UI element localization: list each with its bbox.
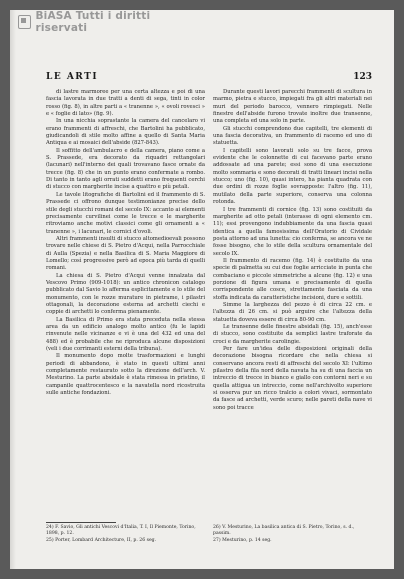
running-head — [46, 72, 372, 84]
journal-title: LE ARTI — [46, 72, 99, 82]
footnote: 24) F. Savio, Gli antichi Vescovi d'Italia, T. I, Il Piemonte, Torino, 1898, p. 12. — [46, 525, 196, 537]
paragraph: Gli stucchi comprendono due capitelli, tre elementi di una fascia decorativa, un frammento di racemo ed uno di statuetta. — [213, 125, 372, 147]
document-page — [10, 10, 394, 569]
paragraph: di lastre marmoree per una certa altezza e poi di una fascia lavorata in due tratti a denti di sega, tinti in color rosso (fig. 8), in altre parti a « tranenne », « ovoli rovesci » e « foglie di lato» (fig. 9). — [46, 89, 205, 118]
page-number: 123 — [353, 72, 372, 82]
paragraph: Il monumento dopo molte trasformazioni e lunghi periodi di abbandono, è stato in questi ultimi anni completamente restaurato sotto la direzione dell'arch. V. Mesturino. La parte absidale è stata rimessa in pristino, il campanile quattrocentesco e la navatella nord ricostruita sulle antiche fondazioni. — [46, 353, 205, 397]
footnote: 27) Mesturino, p. 14 seg. — [213, 537, 272, 543]
footnote-rule — [46, 522, 116, 523]
paragraph: Simme la larghezza del pezzo è di circa 22 cm. e l'altezza di 26 cm. si può arguire che l'altezza della statuetta doveva essere di circa 80-90 cm. — [213, 301, 372, 323]
footnote: 26) V. Mesturino, La basilica antica di S. Pietro, Torino, s. d., passim. — [213, 525, 355, 537]
paragraph: In una nicchia soprastante la camera del cancelaro vi erano frammenti di affreschi, che Bartolini ha pubblicato, giudicandoli di stile molto affine a quello di Santa Maria Antiqua e ai mosaici dell'abside (827-843). — [46, 118, 205, 147]
paragraph: Le tavole litografiche di Bartolini ed il frammento di S. Prassede ci offrono dunque testimonianze precise dello stile degli stucchi romani del secolo IX: accanto ai elementi precisamente curvilinei come le trecce e le margherite ritroviamo anche motivi classici come gli ornamenti a « tranenne », i lacunari, le cornici d'ovoli. — [46, 191, 205, 235]
footnotes-right — [213, 525, 372, 544]
paragraph: I tre frammenti di cornice (fig. 13) sono costituiti da margherite ad otto petali (interasse di ogni elemento cm. 11); essi provengono indubbiamente da una fascia quasi identica a quella famosissima dell'Oratorio di Cividale posta attorno ad una lunetta: cio conferma, se ancora ve ne fosse bisogno, che lo stile della scultura ornamentale del secolo IX. — [213, 206, 372, 257]
paragraph: Per fare un'idea delle disposizioni originali della decorazione bisogna ricordare che nella chiesa si conservano ancora resti di affreschi del secolo XI: l'ultimo pilastro della fila nord della navata ha su di una faccia un intreccio di trecce in bianco e giallo con contorni neri e su quella attigua un intreccio, come nell'archivolto superiore si osserva pur un ricco tralcio a colori vivaci, sormontato da fasce ad archetti, verde scuro; nelle pareti della nave vi sono poi tracce — [213, 346, 372, 411]
footnote: 25) Porter, Lombard Architecture, II, p. 26 seg. — [46, 537, 157, 543]
paragraph: Durante questi lavori parecchi frammenti di scultura in marmo, pietra e stucco, impiegati fra gli altri materiali nei muri del periodo barocco, vennero rimpiegati. Nelle finestre dell'abside furono trovate inoltre due transenne, una completa ed una solo in parte. — [213, 89, 372, 125]
paragraph: Le transenne delle finestre absidali (fig. 15), anch'esse di stucco, sono costituite da semplici lastre traforate da croci e da margherite carolingie. — [213, 324, 372, 345]
page-edge-shadow — [10, 10, 16, 569]
watermark-text: BiASA Tutti i diritti riservati — [35, 10, 151, 34]
text-columns — [46, 89, 372, 519]
footnotes-left — [46, 525, 205, 544]
left-column — [46, 89, 205, 519]
biasa-logo-icon — [18, 15, 31, 29]
paragraph: I capitelli sono lavorati solo su tre facce, prova evidente che le colonnette di cui facevano parte erano addossate ad una parete; essi sono di una esecuzione molto sommaria e sono decorati di tratti lineari incisi nella stucco; uno (fig. 10), quasi intero, ha pianta quadrata con due ordini di rozze foglie sovrapposte: l'altro (fig. 11), mutilato della parte superiore, conserva una colonna rotonda. — [213, 147, 372, 206]
paragraph: La Basilica di Primo era stata preceduta nella stessa area da un edificio analogo molto antico (fu le lapidi rinvenute nelle vicinanze e vi è una del 432 ed una del 488) ed è probabile che ne riproduca alcune disposizioni (veli i due corrimanti esterni della tribuna). — [46, 316, 205, 353]
right-column — [213, 89, 372, 519]
paragraph: Il soffitto dell'ambulacro e della camera, piano come a S. Prassede, era decorato da riquadri rettangolari (lacunari) nell'interno dei quali trovavano fasce ornate da trecce (fig. 8) che in un punto erano confermate a rombo. Di tanto in tanto agli orrati suddetti erano frequenti cerchi di stucco con margherite incise a quattro e più petali. — [46, 147, 205, 191]
footnotes — [46, 525, 372, 544]
paragraph: Il frammento di racemo (fig. 14) è costituito da una specie di palmetta su cui due foglie arricciate in punta che combaciano e piccole simmetriche a alcune (fig. 12) e una porzione di figura umana e precisamente di quella corrispondente alle cosce, strettamente fasciata da una stoffa indicata da caratteristiche incisioni, dure e sottili. — [213, 257, 372, 301]
paragraph: Altri frammenti insulti di stucco altomedioevali possono trovare nelle chiese di S. Pietro d'Acqui, nella Parrocchiale di Aulla (Spezia) e nella Basilica di S. Maria Maggiore di Lomello; così progressive però ad epoca più tarda di quelli romani. — [46, 235, 205, 272]
paragraph: La chiesa di S. Pietro d'Acqui venne innalzata dal Vescovo Primo (909-1018): un antico chronicon catalogo pubblicato dal Savio lo afferma esplicitamente e lo stile del monumento, con le rozze murature in pietrame, i pilastri ottagonali, la decorazione esterna ad archetti ciechi e coppie di archetti lo conferma pienamente. — [46, 272, 205, 316]
watermark — [18, 12, 198, 32]
